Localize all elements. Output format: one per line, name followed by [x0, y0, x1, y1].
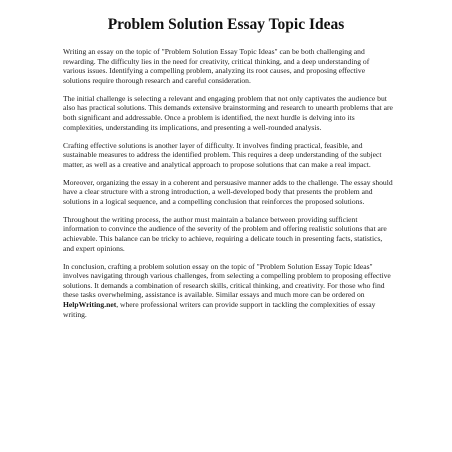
paragraph-conclusion	[63, 262, 393, 320]
paragraph-initial-challenge: The initial challenge is selecting a relevant and engaging problem that not only captivates the audience but also has practical solutions. This demands extensive brainstorming and research to unearth problems that are both significant and addressable. Once a problem is identified, the next hurdle is delving into its complexities, understanding its implications, and presenting a well-rounded analysis.	[63, 93, 393, 132]
conclusion-text-after: , where professional writers can provide support in tackling the complexities of essay writing.	[63, 300, 376, 319]
paragraph-intro: Writing an essay on the topic of "Problem Solution Essay Topic Ideas" can be both challenging and rewarding. The difficulty lies in the need for creativity, critical thinking, and a deep understanding of various issues. Identifying a compelling problem, analyzing its root causes, and proposing effective solutions require thorough research and careful consideration.	[63, 47, 370, 85]
helpwriting-link-text: HelpWriting.net	[63, 300, 117, 310]
conclusion-text-before: In conclusion, crafting a problem solution essay on the topic of "Problem Solution Essay Topic Ideas" involves navigating through various challenges, from selecting a compelling problem to proposing effective solutions. It demands a combination of research skills, critical thinking, and creativity. For those who find these tasks overwhelming, assistance is available. Similar essays and much more can be ordered on	[63, 261, 391, 300]
paragraph-organizing: Moreover, organizing the essay in a coherent and persuasive manner adds to the challenge. The essay should have a clear structure with a strong introduction, a well-developed body that presents the problem and solutions in a logical sequence, and a compelling conclusion that reinforces the proposed solutions.	[63, 177, 393, 206]
paragraph-crafting-solutions: Crafting effective solutions is another layer of difficulty. It involves finding practical, feasible, and sustainable measures to address the identified problem. This requires a deep understanding of the subject matter, as well as a creative and analytical approach to propose solutions that can make a real impact.	[63, 140, 382, 169]
paragraph-writing-process: Throughout the writing process, the author must maintain a balance between providing sufficient information to convince the audience of the severity of the problem and offering realistic solutions that are achievable. This balance can be tricky to achieve, requiring a delicate touch in presenting facts, statistics, and expert opinions.	[63, 214, 387, 253]
document-title: Problem Solution Essay Topic Ideas	[107, 16, 345, 33]
document-body	[63, 47, 393, 328]
